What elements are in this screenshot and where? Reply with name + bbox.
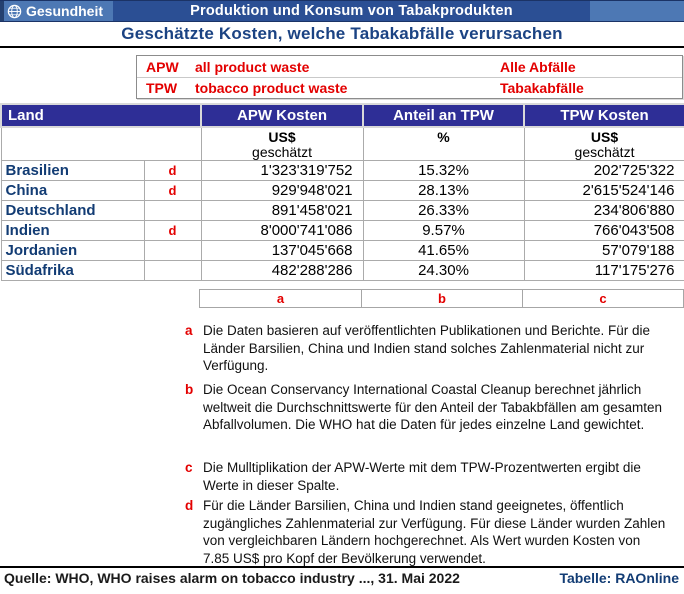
source-text: Quelle: WHO, WHO raises alarm on tobacco industry ..., 31. Mai 2022 [4,570,460,586]
subheader-anteil [363,127,524,161]
nav-item-gesundheit[interactable] [0,1,113,21]
column-header-anteil: Anteil an TPW [363,104,524,127]
title-divider [0,46,684,48]
tpw-value: 202'725'322 [524,161,684,181]
column-header-apw: APW Kosten [201,104,363,127]
table-row [1,181,684,201]
globe-icon [7,4,22,19]
tpw-value: 117'175'276 [524,261,684,281]
unit-label: US$ [268,129,296,145]
footnote-ref [144,201,201,221]
column-footnote-strip [199,289,684,308]
legend-translation: Alle Abfälle [500,58,576,75]
unit-label: US$ [590,129,619,145]
subheader-apw [201,127,363,161]
tpw-value: 766'043'508 [524,221,684,241]
footer-divider [0,566,684,568]
footnote-a [185,322,667,375]
footnote-marker: c [185,460,193,475]
subheader-empty [1,127,201,161]
footnote-text: Die Daten basieren auf veröffentlichten Publikationen und Berichte. Für die Länder Barsilien, China und Indien stand solches Zahlenmaterial nicht zur Verfügung. [203,323,651,373]
footnote-b [185,381,667,434]
footnote-text: Für die Länder Barsilien, China und Indien stand geeignetes, öffentlich zugängliches Zahlenmaterial zur Verfügung. Für diese Länder wurden Zahlen von vergleichbaren Ländern hochgerechnet. Als Wert wurden Kosten von 7.85 US$ pro Kopf der Bevölkerung verwendet. [203,498,666,566]
country-name: China [1,181,144,201]
legend-definition: tobacco product waste [195,80,348,96]
country-name: Jordanien [1,241,144,261]
country-name: Südafrika [1,261,144,281]
footnote-ref: d [144,161,201,181]
apw-value: 1'323'319'752 [201,161,363,181]
table-header-row [1,104,684,127]
table-row [1,161,684,181]
country-name: Deutschland [1,201,144,221]
column-header-tpw: TPW Kosten [524,104,684,127]
footnote-text: Die Ocean Conservancy International Coastal Cleanup berechnet jährlich weltweit die Durchschnittswerte für den Anteil der Tabakbfällen am gesamten Abfallvolumen. Die WHO hat die Daten für jedes einzelne Land gewichtet. [203,382,662,432]
table-credit: Tabelle: RAOnline [559,570,679,586]
column-marker-a: a [199,289,362,308]
section-title-label: Produktion und Konsum von Tabakprodukten [190,3,513,19]
anteil-value: 41.65% [363,241,524,261]
footnote-ref: d [144,181,201,201]
footnote-ref: d [144,221,201,241]
country-name: Brasilien [1,161,144,181]
cost-table [0,103,684,281]
tpw-value: 57'079'188 [524,241,684,261]
legend-box [136,55,683,99]
table-row [1,201,684,221]
estimate-label: geschätzt [574,144,635,160]
footnote-marker: a [185,323,193,338]
legend-row-apw [137,56,682,77]
tpw-value: 2'615'524'146 [524,181,684,201]
unit-label: % [437,129,450,145]
nav-label-gesundheit: Gesundheit [26,3,104,19]
subheader-tpw [524,127,684,161]
column-marker-c: c [523,289,684,308]
footnote-c [185,459,667,494]
top-bar-spacer [590,1,684,21]
estimate-label: geschätzt [252,144,312,160]
top-bar [0,0,684,22]
footnote-d [185,497,667,567]
table-row [1,241,684,261]
table-row [1,261,684,281]
footnote-marker: d [185,498,194,513]
column-marker-b: b [362,289,523,308]
apw-value: 482'288'286 [201,261,363,281]
footnote-text: Die Mulltiplikation der APW-Werte mit dem TPW-Prozentwerten ergibt die Werte in dieser Spalte. [203,460,641,493]
legend-translation: Tabakabfälle [500,80,584,96]
apw-value: 8'000'741'086 [201,221,363,241]
tpw-value: 234'806'880 [524,201,684,221]
legend-row-tpw [137,77,682,98]
apw-value: 891'458'021 [201,201,363,221]
anteil-value: 15.32% [363,161,524,181]
page-title: Geschätzte Kosten, welche Tabakabfälle verursachen [121,24,563,43]
legend-abbr: TPW [146,80,178,96]
column-header-land: Land [1,104,201,127]
footnote-ref [144,241,201,261]
apw-value: 929'948'021 [201,181,363,201]
table-subheader-row [1,127,684,161]
legend-abbr: APW [146,58,179,75]
anteil-value: 26.33% [363,201,524,221]
apw-value: 137'045'668 [201,241,363,261]
country-name: Indien [1,221,144,241]
legend-definition: all product waste [195,58,310,75]
footnote-ref [144,261,201,281]
anteil-value: 28.13% [363,181,524,201]
footnote-marker: b [185,382,194,397]
top-bar-section-title [113,1,590,21]
table-row [1,221,684,241]
anteil-value: 9.57% [363,221,524,241]
anteil-value: 24.30% [363,261,524,281]
